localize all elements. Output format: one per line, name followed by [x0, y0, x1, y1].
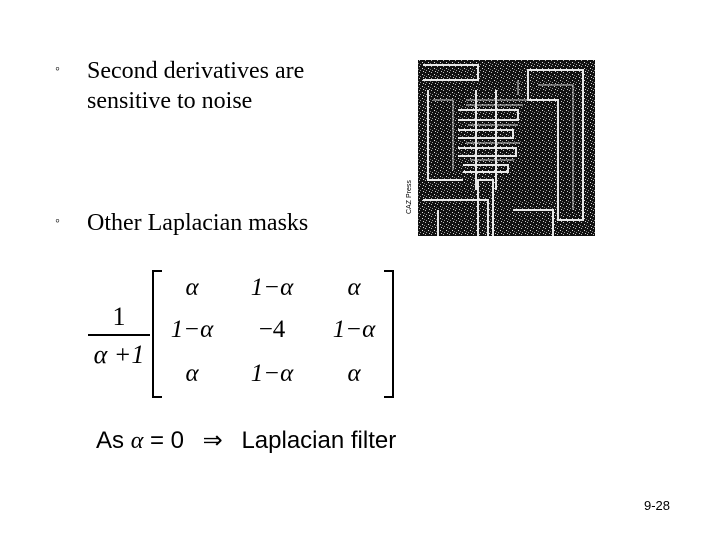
fraction-bar: [88, 334, 150, 336]
matrix-cell: 1−α: [250, 360, 294, 387]
implies-icon: ⇒: [202, 427, 223, 454]
matrix-cell: α: [347, 360, 361, 387]
scale-fraction: [86, 302, 152, 370]
mask-matrix: [152, 266, 394, 394]
matrix-cell: α: [185, 360, 199, 387]
matrix-cell: α: [185, 274, 199, 301]
fraction-numerator: 1: [112, 302, 126, 331]
bullet-laplacian-masks: [55, 208, 308, 238]
matrix-cell: 1−α: [170, 316, 214, 343]
note-variable: α: [130, 428, 144, 454]
laplacian-edge-image: [418, 60, 595, 236]
matrix-cell: −4: [258, 316, 286, 343]
matrix-cell: 1−α: [250, 274, 294, 301]
bullet-marker: ◦: [55, 214, 60, 229]
laplacian-mask-equation: [86, 266, 406, 400]
note-condition: = 0: [143, 427, 184, 454]
bullet-text: Other Laplacian masks: [87, 210, 309, 236]
photo-credit: CAZ Press: [406, 180, 413, 214]
fraction-denominator: α +1: [93, 340, 145, 369]
note-prefix: As: [96, 427, 125, 454]
alpha-zero-note: [96, 426, 396, 455]
bullet-noise: [55, 56, 377, 116]
page-number: 9-28: [644, 498, 671, 513]
matrix-cell: 1−α: [332, 316, 376, 343]
note-result: Laplacian filter: [241, 427, 397, 454]
matrix-cell: α: [347, 274, 361, 301]
bullet-text: Second derivatives are sensitive to noise: [87, 58, 305, 114]
bullet-marker: ◦: [55, 62, 60, 77]
